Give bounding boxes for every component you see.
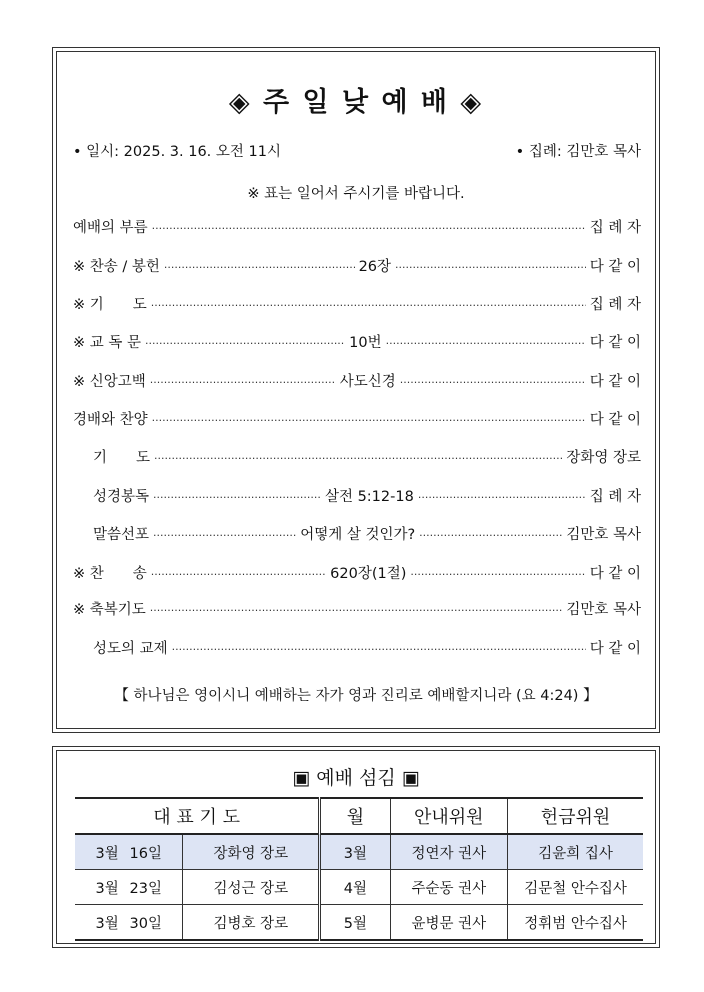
order-item xyxy=(93,636,641,658)
leader-dots xyxy=(151,561,326,583)
header-prayer: 대 표 기 도 xyxy=(75,798,320,834)
order-item-value: 사도신경 xyxy=(339,373,396,390)
leader-dots xyxy=(151,292,586,314)
order-item-person: 다 같 이 xyxy=(589,640,641,657)
leader-dots xyxy=(386,330,586,352)
table-row xyxy=(75,870,643,905)
order-item-label: ※ 찬 송 xyxy=(73,565,147,582)
leader-dots xyxy=(152,215,586,237)
order-item-label: ※ 찬송 / 봉헌 xyxy=(73,258,160,275)
prayer-date-cell xyxy=(75,870,183,905)
order-item xyxy=(73,330,641,352)
order-item-label: ※ 축복기도 xyxy=(73,601,146,618)
prayer-date-cell xyxy=(75,834,183,870)
usher-cell: 윤병문 권사 xyxy=(390,905,508,941)
prayer-day: 23일 xyxy=(129,880,162,897)
prayer-person-cell: 김성근 장로 xyxy=(183,870,320,905)
order-item xyxy=(73,597,641,619)
header-month: 월 xyxy=(320,798,390,834)
order-item-label: 예배의 부름 xyxy=(73,219,148,236)
order-item-label: 기 도 xyxy=(93,449,151,466)
order-item-value: 10번 xyxy=(349,334,382,351)
table-header-row xyxy=(75,798,643,834)
leader-dots xyxy=(153,484,321,506)
worship-order-panel xyxy=(52,47,660,733)
leader-dots xyxy=(152,407,586,429)
table-body xyxy=(75,834,643,940)
leader-dots xyxy=(410,561,585,583)
order-item-person: 다 같 이 xyxy=(589,411,641,428)
usher-cell: 정연자 권사 xyxy=(390,834,508,870)
order-item-label: ※ 신앙고백 xyxy=(73,373,146,390)
order-item xyxy=(73,561,641,583)
offering-cell: 김문철 안수집사 xyxy=(508,870,643,905)
order-item-person: 다 같 이 xyxy=(589,334,641,351)
header-usher: 안내위원 xyxy=(390,798,508,834)
order-item-label: ※ 교 독 문 xyxy=(73,334,141,351)
order-item xyxy=(93,522,641,544)
order-item-label: ※ 기 도 xyxy=(73,296,147,313)
prayer-month: 3월 xyxy=(95,880,119,897)
order-item xyxy=(93,445,641,467)
offering-cell: 정휘범 안수집사 xyxy=(508,905,643,941)
order-item-person: 집 례 자 xyxy=(589,219,641,236)
leader-dots xyxy=(150,597,563,619)
order-item-label: 성도의 교제 xyxy=(93,640,168,657)
order-item xyxy=(93,484,641,506)
scripture-verse: 【 하나님은 영이시니 예배하는 자가 영과 진리로 예배할지니라 (요 4:24) 】 xyxy=(114,688,598,704)
table-row xyxy=(75,834,643,870)
header-offering: 헌금위원 xyxy=(508,798,643,834)
month-cell: 3월 xyxy=(320,834,390,870)
order-item xyxy=(73,254,641,276)
offering-cell: 김윤희 집사 xyxy=(508,834,643,870)
order-item-value: 살전 5:12-18 xyxy=(324,488,414,505)
order-item-label: 성경봉독 xyxy=(93,488,150,505)
order-item-person: 장화영 장로 xyxy=(566,449,641,466)
service-leader: • 집례: 김만호 목사 xyxy=(515,144,641,160)
order-item-person: 다 같 이 xyxy=(589,373,641,390)
service-panel xyxy=(52,746,660,948)
leader-dots xyxy=(154,445,562,467)
service-inner-border xyxy=(56,750,656,944)
leader-dots xyxy=(164,254,355,276)
prayer-date-cell xyxy=(75,905,183,941)
leader-dots xyxy=(400,369,586,391)
prayer-day: 30일 xyxy=(129,915,162,932)
order-item-value: 620장(1절) xyxy=(330,565,407,582)
leader-dots xyxy=(145,330,345,352)
worship-order-inner-border xyxy=(56,51,656,729)
leader-dots xyxy=(153,522,296,544)
order-item xyxy=(73,215,641,237)
standing-notice: ※ 표는 일어서 주시기를 바랍니다. xyxy=(247,186,465,202)
order-item-person: 다 같 이 xyxy=(589,565,641,582)
page-title: ◈ 주 일 낮 예 배 ◈ xyxy=(228,87,484,118)
order-item-value: 어떻게 살 것인가? xyxy=(300,526,416,543)
order-item-person: 김만호 목사 xyxy=(566,601,641,618)
leader-dots xyxy=(172,636,586,658)
prayer-day: 16일 xyxy=(129,845,162,862)
table-row xyxy=(75,905,643,941)
order-item-label: 말씀선포 xyxy=(93,526,150,543)
usher-cell: 주순동 권사 xyxy=(390,870,508,905)
order-item-person: 집 례 자 xyxy=(589,488,641,505)
order-item-label: 경배와 찬양 xyxy=(73,411,148,428)
order-item-value: 26장 xyxy=(358,258,392,275)
prayer-month: 3월 xyxy=(95,915,119,932)
prayer-month: 3월 xyxy=(95,845,119,862)
order-item-person: 집 례 자 xyxy=(589,296,641,313)
order-item-person: 김만호 목사 xyxy=(566,526,641,543)
leader-dots xyxy=(418,484,586,506)
leader-dots xyxy=(395,254,586,276)
leader-dots xyxy=(419,522,562,544)
month-cell: 4월 xyxy=(320,870,390,905)
service-table xyxy=(75,797,643,941)
order-item xyxy=(73,292,641,314)
order-item xyxy=(73,407,641,429)
month-cell: 5월 xyxy=(320,905,390,941)
service-title: ▣ 예배 섬김 ▣ xyxy=(292,767,420,789)
order-item-person: 다 같 이 xyxy=(589,258,641,275)
prayer-person-cell: 장화영 장로 xyxy=(183,834,320,870)
prayer-person-cell: 김병호 장로 xyxy=(183,905,320,941)
service-date: • 일시: 2025. 3. 16. 오전 11시 xyxy=(73,144,281,160)
leader-dots xyxy=(150,369,336,391)
order-item xyxy=(73,369,641,391)
